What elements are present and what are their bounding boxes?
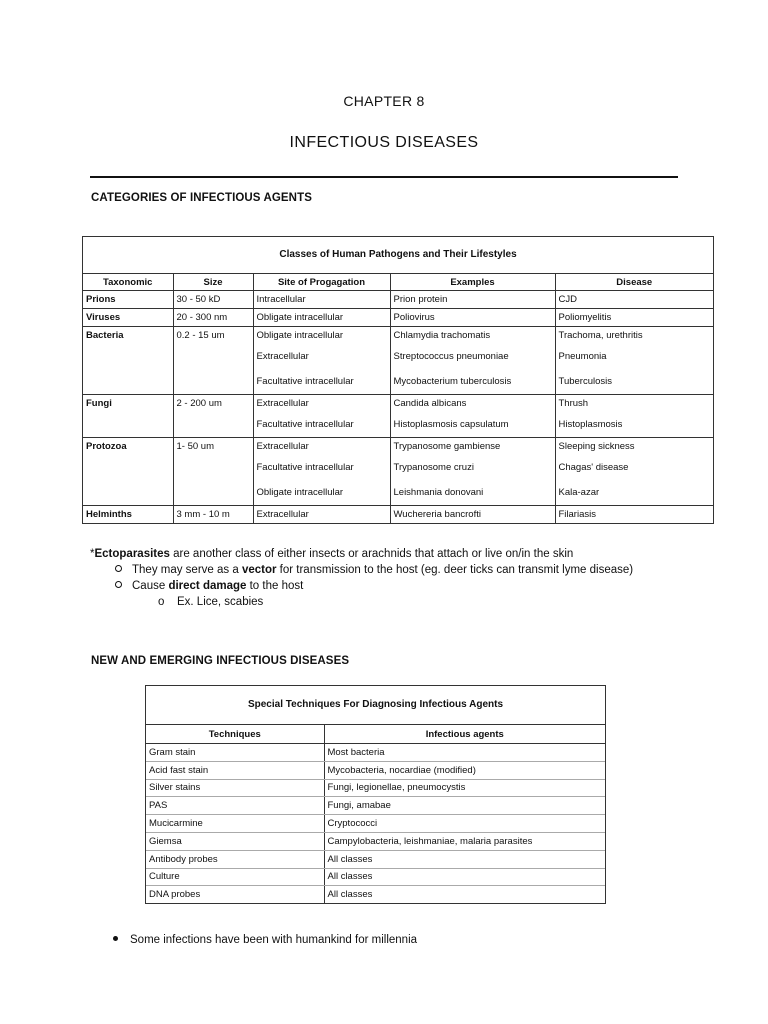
table-cell: Fungi: [83, 395, 173, 413]
table-cell: [173, 455, 253, 480]
table-row: [146, 868, 605, 886]
closing-bullet-text: Some infections have been with humankind for millennia: [130, 934, 418, 946]
table-cell: Most bacteria: [324, 744, 605, 762]
table-cell: 20 - 300 nm: [173, 309, 253, 327]
table-row: [83, 291, 713, 309]
table-cell: 30 - 50 kD: [173, 291, 253, 309]
title-divider: [90, 176, 678, 178]
table-cell: Giemsa: [146, 832, 324, 850]
techniques-table-caption: Special Techniques For Diagnosing Infectious Agents: [146, 686, 605, 725]
table-cell: Chagas' disease: [555, 455, 713, 480]
table-cell: Helminths: [83, 506, 173, 524]
table-cell: Mycobacterium tuberculosis: [390, 369, 555, 395]
table-row: [83, 455, 713, 480]
table-cell: [83, 344, 173, 369]
table-cell: Pneumonia: [555, 344, 713, 369]
table-cell: Filariasis: [555, 506, 713, 524]
chapter-label: CHAPTER 8: [343, 93, 425, 109]
table-row: [83, 327, 713, 345]
table-cell: Chlamydia trachomatis: [390, 327, 555, 345]
table-cell: Gram stain: [146, 744, 324, 762]
table-row: [146, 832, 605, 850]
table-cell: CJD: [555, 291, 713, 309]
table-cell: 2 - 200 um: [173, 395, 253, 413]
table-cell: Fungi, amabae: [324, 797, 605, 815]
table-cell: Prions: [83, 291, 173, 309]
table-row: [83, 395, 713, 413]
table-cell: Extracellular: [253, 344, 390, 369]
table-cell: Sleeping sickness: [555, 438, 713, 456]
sub-bullet-text: Ex. Lice, scabies: [177, 596, 264, 608]
col-header-examples: Examples: [390, 274, 555, 291]
techniques-table-header: [146, 725, 605, 744]
table-cell: PAS: [146, 797, 324, 815]
col-header-size: Size: [173, 274, 253, 291]
table-cell: [173, 480, 253, 506]
ectoparasites-text: are another class of either insects or arachnids that attach or live on/in the skin: [169, 548, 574, 560]
bullet-damage-pre: Cause: [132, 580, 169, 592]
table-cell: Obligate intracellular: [253, 327, 390, 345]
closing-bullet: [113, 934, 417, 946]
bullet-vector-post: for transmission to the host (eg. deer ticks can transmit lyme disease): [276, 564, 634, 576]
table-cell: Extracellular: [253, 506, 390, 524]
table-cell: 3 mm - 10 m: [173, 506, 253, 524]
hollow-bullet-icon: [115, 565, 122, 572]
hollow-bullet-icon: [115, 581, 122, 588]
table-cell: Protozoa: [83, 438, 173, 456]
bullet-damage-post: to the host: [246, 580, 304, 592]
bullet-vector-pre: They may serve as a: [132, 564, 242, 576]
table-row: [146, 761, 605, 779]
table-cell: 1- 50 um: [173, 438, 253, 456]
table-row: [83, 309, 713, 327]
table-cell: All classes: [324, 850, 605, 868]
table-row: [83, 412, 713, 438]
col-header-taxonomic: Taxonomic: [83, 274, 173, 291]
pathogens-table: [82, 236, 714, 524]
techniques-table: [145, 685, 606, 904]
direct-damage-term: direct damage: [168, 580, 247, 592]
vector-term: vector: [241, 564, 277, 576]
table-cell: [173, 369, 253, 395]
table-cell: Streptococcus pneumoniae: [390, 344, 555, 369]
table-cell: Antibody probes: [146, 850, 324, 868]
table-row: [83, 506, 713, 524]
table-cell: [83, 455, 173, 480]
table-cell: Poliomyelitis: [555, 309, 713, 327]
table-cell: Facultative intracellular: [253, 455, 390, 480]
table-cell: Bacteria: [83, 327, 173, 345]
table-cell: Prion protein: [390, 291, 555, 309]
section-heading-emerging: NEW AND EMERGING INFECTIOUS DISEASES: [91, 655, 350, 667]
table-cell: 0.2 - 15 um: [173, 327, 253, 345]
table-cell: [83, 369, 173, 395]
table-row: [83, 344, 713, 369]
table-cell: Fungi, legionellae, pneumocystis: [324, 779, 605, 797]
table-cell: Silver stains: [146, 779, 324, 797]
table-cell: Mucicarmine: [146, 815, 324, 833]
table-cell: Viruses: [83, 309, 173, 327]
table-cell: Trachoma, urethritis: [555, 327, 713, 345]
table-cell: Acid fast stain: [146, 761, 324, 779]
table-row: [83, 438, 713, 456]
filled-bullet-icon: [113, 936, 118, 941]
table-cell: [83, 480, 173, 506]
table-cell: Culture: [146, 868, 324, 886]
table-cell: All classes: [327, 889, 373, 901]
table-cell: Trypanosome cruzi: [390, 455, 555, 480]
table-cell: Histoplasmosis: [555, 412, 713, 438]
sub-bullet-marker: o: [158, 596, 165, 608]
ectoparasites-paragraph: [90, 548, 573, 560]
table-row: [146, 797, 605, 815]
table-cell: Intracellular: [253, 291, 390, 309]
ectoparasites-term: Ectoparasites: [94, 548, 170, 560]
section-heading-categories: CATEGORIES OF INFECTIOUS AGENTS: [91, 192, 312, 204]
table-cell: Leishmania donovani: [390, 480, 555, 506]
table-row: [146, 815, 605, 833]
table-cell: Facultative intracellular: [253, 369, 390, 395]
table-row: [146, 779, 605, 797]
table-cell: All classes: [324, 868, 605, 886]
table-row: [146, 744, 605, 762]
bullet-damage: [115, 580, 303, 592]
table-cell: Obligate intracellular: [253, 309, 390, 327]
table-cell: Poliovirus: [390, 309, 555, 327]
col-header-agents: Infectious agents: [324, 725, 605, 744]
table-cell: Tuberculosis: [555, 369, 713, 395]
table-cell: [83, 412, 173, 438]
col-header-site: Site of Progagation: [253, 274, 390, 291]
table-cell: Histoplasmosis capsulatum: [390, 412, 555, 438]
table-row: [83, 369, 713, 395]
col-header-techniques: Techniques: [146, 725, 324, 744]
table-cell: Extracellular: [253, 395, 390, 413]
table-row: [146, 886, 605, 903]
col-header-disease: Disease: [555, 274, 713, 291]
table-row: [146, 850, 605, 868]
table-cell: Candida albicans: [390, 395, 555, 413]
table-cell: Wuchereria bancrofti: [390, 506, 555, 524]
table-cell: Thrush: [555, 395, 713, 413]
table-cell: Obligate intracellular: [253, 480, 390, 506]
pathogens-table-header: [83, 274, 713, 291]
table-cell: Extracellular: [253, 438, 390, 456]
table-cell: DNA probes: [146, 886, 324, 903]
table-row: [83, 480, 713, 506]
table-cell: Trypanosome gambiense: [390, 438, 555, 456]
table-cell: Campylobacteria, leishmaniae, malaria parasites: [324, 832, 605, 850]
bullet-vector: [115, 564, 633, 576]
sub-bullet-examples: [158, 596, 263, 608]
table-cell: Mycobacteria, nocardiae (modified): [324, 761, 605, 779]
table-cell: Facultative intracellular: [253, 412, 390, 438]
pathogens-table-caption: Classes of Human Pathogens and Their Lifestyles: [83, 237, 713, 274]
asterisk: *: [90, 548, 95, 560]
page-title: INFECTIOUS DISEASES: [289, 134, 479, 151]
table-cell: [173, 412, 253, 438]
table-cell: Kala-azar: [555, 480, 713, 506]
table-cell: [173, 344, 253, 369]
table-cell: Cryptococci: [324, 815, 605, 833]
